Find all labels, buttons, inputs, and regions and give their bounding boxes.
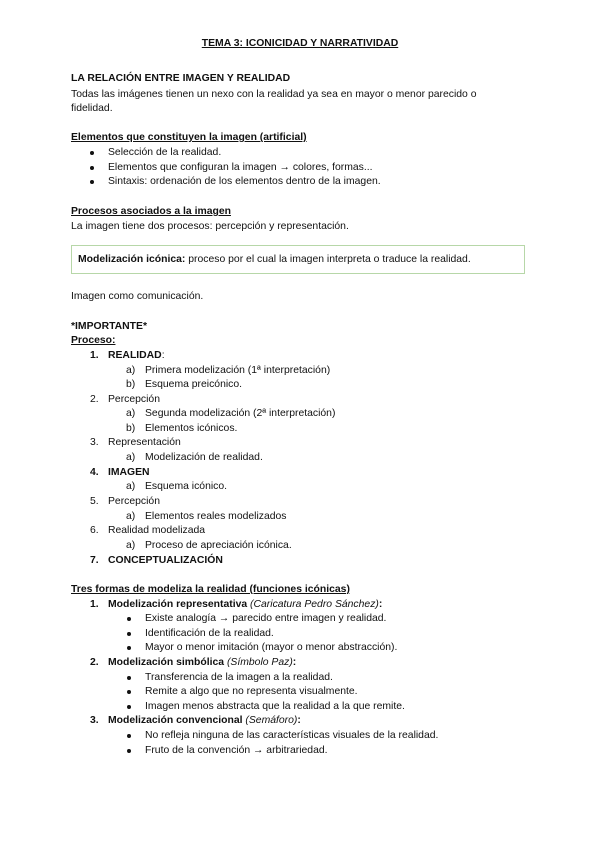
sub-number: a) — [126, 481, 136, 492]
bullet-icon — [127, 749, 131, 753]
sub-text: Segunda modelización (2ª interpretación) — [145, 408, 336, 419]
sub-number: a) — [126, 511, 136, 522]
list-item: Selección de la realidad. — [108, 147, 222, 158]
sub-number: b) — [126, 379, 136, 390]
page-title: TEMA 3: ICONICIDAD Y NARRATIVIDAD — [201, 38, 399, 49]
step-number: 1. — [90, 350, 99, 361]
step-label: REALIDAD: — [108, 350, 165, 361]
elements-heading: Elementos que constituyen la imagen (artificial) — [71, 132, 307, 143]
definition-term: Modelización icónica: — [78, 254, 186, 265]
step-number: 4. — [90, 467, 99, 478]
list-item: Transferencia de la imagen a la realidad. — [145, 672, 333, 683]
definition-line — [78, 253, 471, 266]
step-number: 3. — [90, 437, 99, 448]
step-label: Realidad modelizada — [108, 525, 206, 536]
sub-text: Elementos reales modelizados — [145, 511, 287, 522]
list-item: Remite a algo que no representa visualmente. — [145, 686, 358, 697]
sub-number: a) — [126, 408, 136, 419]
definition-text: proceso por el cual la imagen interpreta o traduce la realidad. — [185, 254, 471, 265]
important-label: *IMPORTANTE* — [71, 321, 148, 332]
step-number: 6. — [90, 525, 99, 536]
list-item: Fruto de la convención → arbitrariedad. — [145, 745, 328, 756]
processes-heading: Procesos asociados a la imagen — [71, 206, 231, 217]
step-number: 5. — [90, 496, 99, 507]
form-number: 3. — [90, 715, 99, 726]
bullet-icon — [127, 676, 131, 680]
list-item: Sintaxis: ordenación de los elementos dentro de la imagen. — [108, 176, 381, 187]
bullet-icon — [127, 705, 131, 709]
form-title: Modelización convencional (Semáforo): — [108, 715, 301, 726]
list-item: Elementos que configuran la imagen → colores, formas... — [108, 162, 373, 173]
sub-number: b) — [126, 423, 136, 434]
bullet-icon — [127, 734, 131, 738]
bullet-icon — [90, 151, 94, 155]
form-number: 2. — [90, 657, 99, 668]
step-number: 2. — [90, 394, 99, 405]
step-label: CONCEPTUALIZACIÓN — [108, 555, 223, 566]
sub-number: a) — [126, 452, 136, 463]
bullet-icon — [127, 646, 131, 650]
sub-text: Primera modelización (1ª interpretación) — [145, 365, 331, 376]
step-label: Percepción — [108, 394, 160, 405]
form-number: 1. — [90, 599, 99, 610]
bullet-icon — [127, 617, 131, 621]
bullet-icon — [90, 180, 94, 184]
process-heading: Proceso: — [71, 335, 116, 346]
intro-text: Todas las imágenes tienen un nexo con la realidad ya sea en mayor o menor parecido o — [71, 89, 477, 100]
communication-text: Imagen como comunicación. — [71, 291, 204, 302]
processes-text: La imagen tiene dos procesos: percepción y representación. — [71, 221, 349, 232]
section-heading: LA RELACIÓN ENTRE IMAGEN Y REALIDAD — [71, 73, 291, 84]
sub-text: Modelización de realidad. — [145, 452, 263, 463]
sub-number: a) — [126, 365, 136, 376]
sub-text: Esquema preicónico. — [145, 379, 243, 390]
form-title: Modelización simbólica (Símbolo Paz): — [108, 657, 297, 668]
list-item: Identificación de la realidad. — [145, 628, 274, 639]
list-item: Imagen menos abstracta que la realidad a la que remite. — [145, 701, 405, 712]
sub-text: Proceso de apreciación icónica. — [145, 540, 292, 551]
intro-text-cont: fidelidad. — [71, 103, 113, 114]
step-label: IMAGEN — [108, 467, 150, 478]
list-item: No refleja ninguna de las características visuales de la realidad. — [145, 730, 439, 741]
bullet-icon — [127, 632, 131, 636]
sub-number: a) — [126, 540, 136, 551]
form-title: Modelización representativa (Caricatura Pedro Sánchez): — [108, 599, 383, 610]
list-item: Mayor o menor imitación (mayor o menor abstracción). — [145, 642, 398, 653]
step-number: 7. — [90, 555, 99, 566]
forms-heading: Tres formas de modeliza la realidad (funciones icónicas) — [71, 584, 350, 595]
bullet-icon — [127, 690, 131, 694]
list-item: Existe analogía → parecido entre imagen y realidad. — [145, 613, 387, 624]
sub-text: Elementos icónicos. — [145, 423, 238, 434]
bullet-icon — [90, 166, 94, 170]
step-label: Percepción — [108, 496, 160, 507]
step-label: Representación — [108, 437, 181, 448]
sub-text: Esquema icónico. — [145, 481, 228, 492]
